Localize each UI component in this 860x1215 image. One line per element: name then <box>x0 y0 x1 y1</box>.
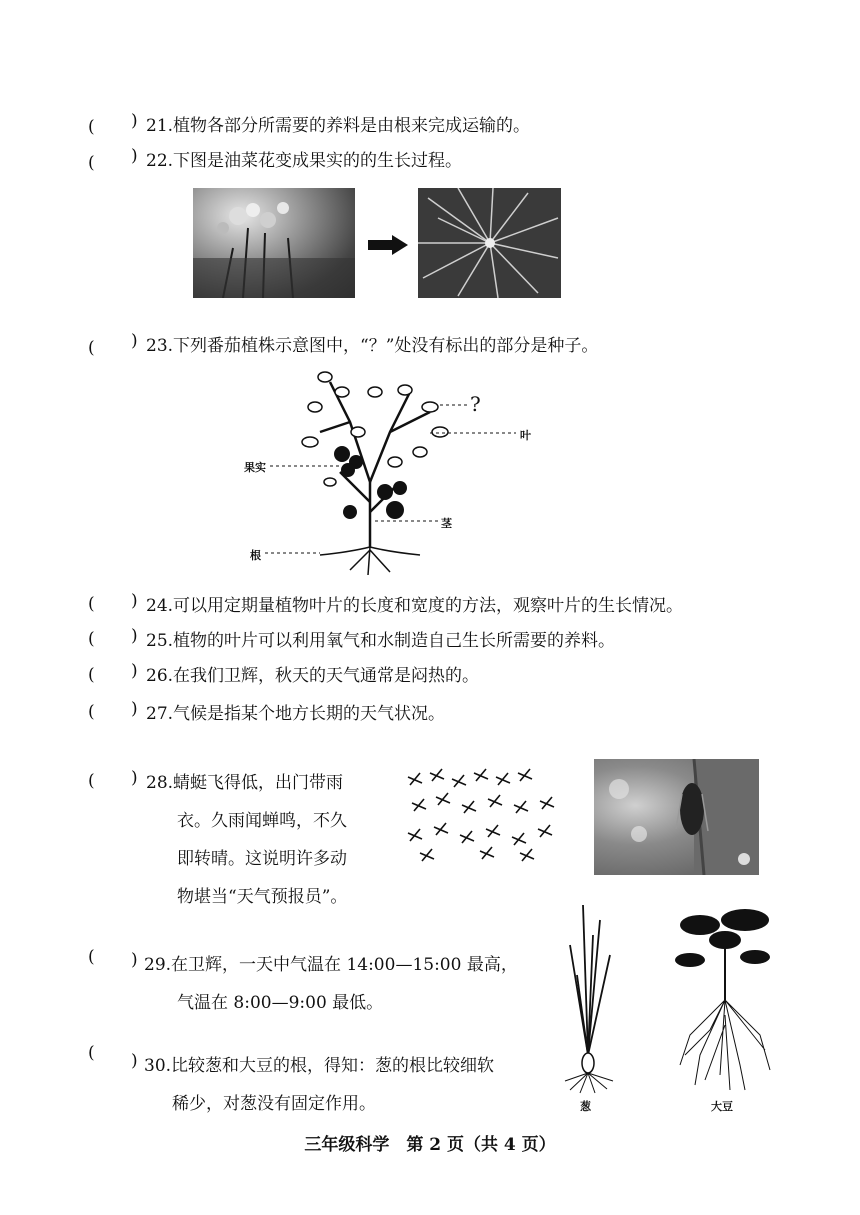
cicada-photo <box>594 759 759 875</box>
answer-paren-open-26: ( <box>88 665 95 685</box>
question-number: 21. <box>146 116 174 136</box>
question-text: 在我们卫辉，秋天的天气通常是闷热的。 <box>173 666 480 686</box>
question-number: 29. <box>144 955 172 975</box>
answer-paren-close-23: ) <box>131 331 138 351</box>
answer-paren-open-24: ( <box>88 594 95 614</box>
soybean-illustration <box>670 905 780 1095</box>
answer-paren-open-25: ( <box>88 629 95 649</box>
question-text: 下图是油菜花变成果实的的生长过程。 <box>173 151 463 171</box>
question-text: 在卫辉，一天中气温在 14:00—15:00 最高， <box>171 955 518 975</box>
answer-paren-open-22: ( <box>88 153 95 173</box>
dragonflies-illustration <box>400 765 565 865</box>
question-30 <box>144 1051 494 1076</box>
question-number: 30. <box>144 1056 172 1076</box>
question-text: 植物各部分所需要的养料是由根来完成运输的。 <box>173 116 531 136</box>
answer-paren-close-25: ) <box>131 626 138 646</box>
tomato-label-root: 根 <box>250 549 261 562</box>
answer-paren-open-29: ( <box>88 947 95 967</box>
question-28-line-4: 物堪当“天气预报员”。 <box>177 887 348 907</box>
question-28-line-3: 即转晴。这说明许多动 <box>177 849 347 869</box>
scallion-label: 葱 <box>580 1100 591 1113</box>
question-30-line-2: 稀少，对葱没有固定作用。 <box>172 1094 376 1114</box>
question-text: 比较葱和大豆的根，得知：葱的根比较细软 <box>171 1056 495 1076</box>
question-text: 可以用定期量植物叶片的长度和宽度的方法，观察叶片的生长情况。 <box>173 596 684 616</box>
answer-paren-open-21: ( <box>88 117 95 137</box>
tomato-label-fruit: 果实 <box>244 461 266 474</box>
answer-paren-open-30: ( <box>88 1043 95 1063</box>
tomato-question-mark: ? <box>470 392 481 416</box>
question-24 <box>146 591 683 616</box>
question-number: 22. <box>146 151 174 171</box>
question-25 <box>146 626 615 651</box>
answer-paren-open-27: ( <box>88 702 95 722</box>
question-number: 24. <box>146 596 174 616</box>
question-text: 下列番茄植株示意图中，“？”处没有标出的部分是种子。 <box>173 336 599 356</box>
page-footer: 三年级科学 第 2 页（共 4 页） <box>304 1135 556 1155</box>
tomato-label-stem: 茎 <box>441 517 452 530</box>
answer-paren-close-21: ) <box>131 111 138 131</box>
question-27 <box>146 699 445 724</box>
question-29-line-2: 气温在 8:00—9:00 最低。 <box>177 993 384 1013</box>
question-number: 26. <box>146 666 174 686</box>
answer-paren-close-27: ) <box>131 699 138 719</box>
question-text: 蜻蜓飞得低，出门带雨 <box>173 773 344 793</box>
question-29 <box>144 950 518 975</box>
question-28-line-2: 衣。久雨闻蝉鸣，不久 <box>177 811 347 831</box>
answer-paren-close-22: ) <box>131 146 138 166</box>
answer-paren-open-23: ( <box>88 338 95 358</box>
answer-paren-close-24: ) <box>131 591 138 611</box>
scallion-illustration <box>555 905 625 1095</box>
answer-paren-close-30: ) <box>131 1051 138 1071</box>
question-28 <box>146 768 343 793</box>
answer-paren-close-28: ) <box>131 768 138 788</box>
tomato-label-leaf: 叶 <box>520 429 531 442</box>
answer-paren-close-29: ) <box>131 950 138 970</box>
question-text: 植物的叶片可以利用氧气和水制造自己生长所需要的养料。 <box>173 631 616 651</box>
question-number: 28. <box>146 773 174 793</box>
question-number: 25. <box>146 631 174 651</box>
question-number: 27. <box>146 704 174 724</box>
question-text: 气候是指某个地方长期的天气状况。 <box>173 704 446 724</box>
answer-paren-open-28: ( <box>88 771 95 791</box>
answer-paren-close-26: ) <box>131 661 138 681</box>
question-26 <box>146 661 479 686</box>
question-number: 23. <box>146 336 174 356</box>
soybean-label: 大豆 <box>711 1100 733 1113</box>
